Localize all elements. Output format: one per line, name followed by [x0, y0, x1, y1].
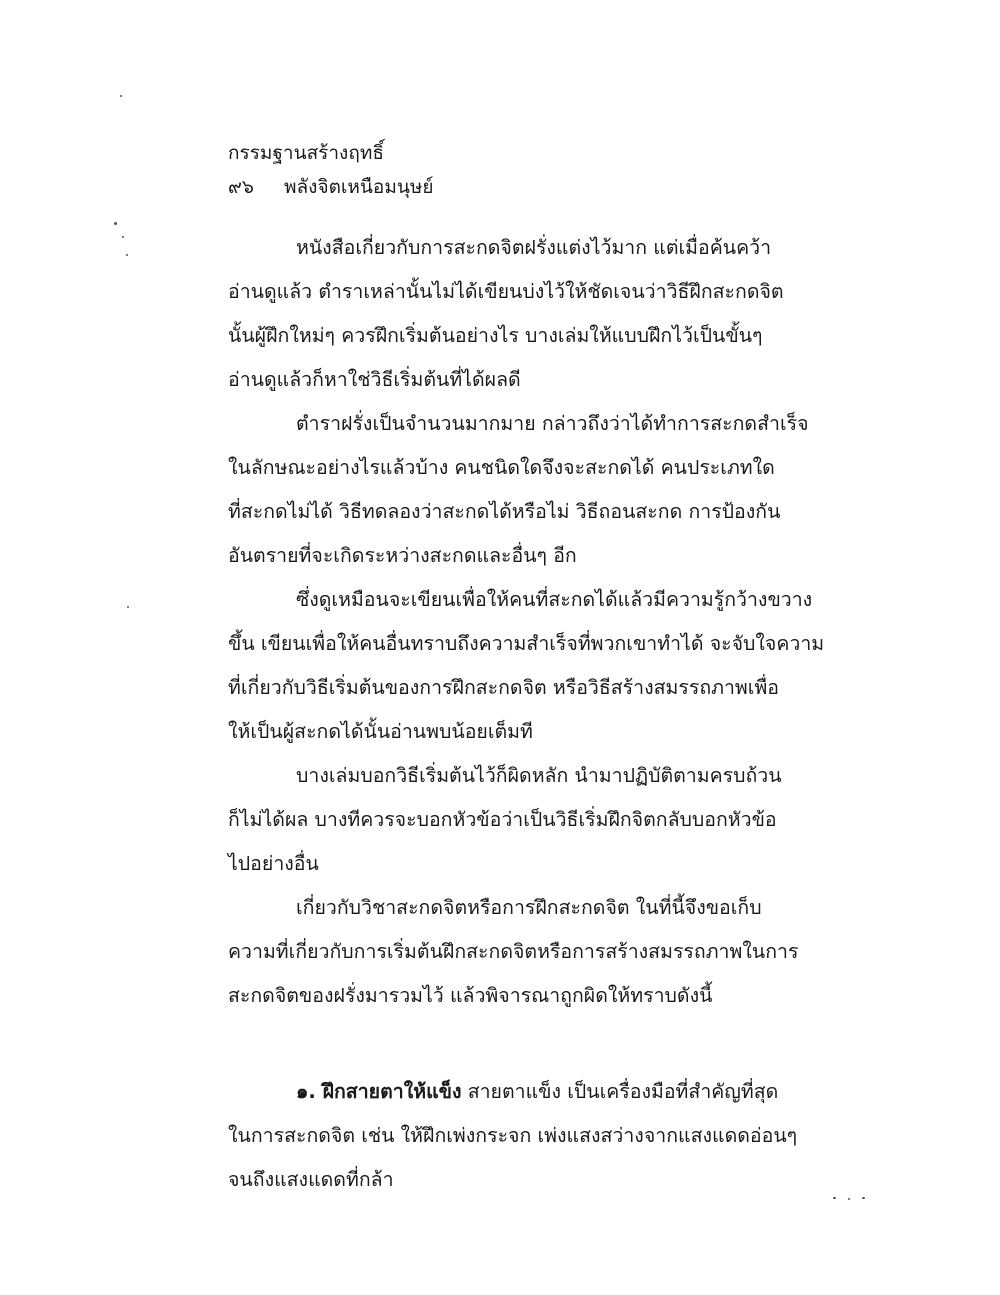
text-line: นั้นผู้ฝึกใหม่ๆ ควรฝึกเริ่มต้นอย่างไร บางเล่มให้แบบฝึกไว้เป็นขั้นๆ — [228, 324, 763, 347]
text-line: ในการสะกดจิต เช่น ให้ฝึกเพ่งกระจก เพ่งแสงสว่างจากแสงแดดอ่อนๆ — [228, 1124, 798, 1147]
scan-speck — [126, 254, 128, 256]
text-line: อันตรายที่จะเกิดระหว่างสะกดและอื่นๆ อีก — [228, 544, 577, 567]
paragraph-5 — [228, 886, 799, 1018]
page-info-row — [228, 170, 788, 204]
text-line: อ่านดูแล้ว ตำราเหล่านั้นไม่ได้เขียนบ่งไว้ให้ชัดเจนว่าวิธีฝึกสะกดจิต — [228, 280, 784, 303]
section-first-line — [228, 1070, 778, 1114]
section-first-line-text: สายตาแข็ง เป็นเครื่องมือที่สำคัญที่สุด — [461, 1080, 779, 1103]
text-line: จนถึงแสงแดดที่กล้า — [228, 1168, 394, 1191]
text-line: ซึ่งดูเหมือนจะเขียนเพื่อให้คนที่สะกดได้แล้วมีความรู้กว้างขวาง — [296, 588, 813, 611]
text-line: ขึ้น เขียนเพื่อให้คนอื่นทราบถึงความสำเร็จที่พวกเขาทำได้ จะจับใจความ — [228, 632, 825, 655]
page-number: ๙๖ — [228, 176, 254, 198]
scan-speck — [122, 236, 124, 238]
text-line: ที่เกี่ยวกับวิธีเริ่มต้นของการฝึกสะกดจิต หรือวิธีสร้างสมรรถภาพเพื่อ — [228, 676, 780, 699]
paragraph-3 — [228, 578, 825, 754]
text-line: ให้เป็นผู้สะกดได้นั้นอ่านพบน้อยเต็มที — [228, 720, 533, 743]
section-gap — [228, 1018, 778, 1070]
scan-speck — [114, 222, 117, 225]
text-line: ที่สะกดไม่ได้ วิธีทดลองว่าสะกดได้หรือไม่ วิธีถอนสะกด การป้องกัน — [228, 500, 781, 523]
book-title: กรรมฐานสร้างฤทธิ์ — [228, 142, 384, 164]
section-title: พลังจิตเหนือมนุษย์ — [284, 176, 434, 198]
scan-speck — [120, 95, 122, 97]
text-line: ก็ไม่ได้ผล บางทีควรจะบอกหัวข้อว่าเป็นวิธีเริ่มฝึกจิตกลับบอกหัวข้อ — [228, 808, 777, 831]
text-line: ไปอย่างอื่น — [228, 852, 319, 875]
section-heading: ๑. ฝึกสายตาให้แข็ง — [296, 1080, 462, 1103]
text-line: หนังสือเกี่ยวกับการสะกดจิตฝรั่งแต่งไว้มาก แต่เมื่อค้นคว้า — [296, 236, 772, 259]
paragraph-4 — [228, 754, 782, 886]
book-title-row — [228, 136, 788, 170]
text-line: อ่านดูแล้วก็หาใช่วิธีเริ่มต้นที่ได้ผลดี — [228, 368, 521, 391]
running-header — [228, 136, 788, 204]
text-line: สะกดจิตของฝรั่งมารวมไว้ แล้วพิจารณาถูกผิดให้ทราบดังนี้ — [228, 984, 713, 1007]
scan-speck — [833, 1197, 836, 1199]
scan-speck — [848, 1198, 850, 1200]
text-line: เกี่ยวกับวิชาสะกดจิตหรือการฝึกสะกดจิต ในที่นี้จึงขอเก็บ — [296, 896, 762, 919]
text-line: ในลักษณะอย่างไรแล้วบ้าง คนชนิดใดจึงจะสะกดได้ คนประเภทใด — [228, 456, 775, 479]
scan-speck — [127, 606, 129, 608]
body-text — [228, 226, 825, 1202]
paragraph-2 — [228, 402, 809, 578]
text-line: บางเล่มบอกวิธีเริ่มต้นไว้ก็ผิดหลัก นำมาปฏิบัติตามครบถ้วน — [296, 764, 782, 787]
text-line: ความที่เกี่ยวกับการเริ่มต้นฝึกสะกดจิตหรือการสร้างสมรรถภาพในการ — [228, 940, 799, 963]
scan-speck — [862, 1197, 865, 1199]
paragraph-1 — [228, 226, 784, 402]
section-1 — [228, 1070, 798, 1202]
text-line: ตำราฝรั่งเป็นจำนวนมากมาย กล่าวถึงว่าได้ทำการสะกดสำเร็จ — [296, 412, 809, 435]
